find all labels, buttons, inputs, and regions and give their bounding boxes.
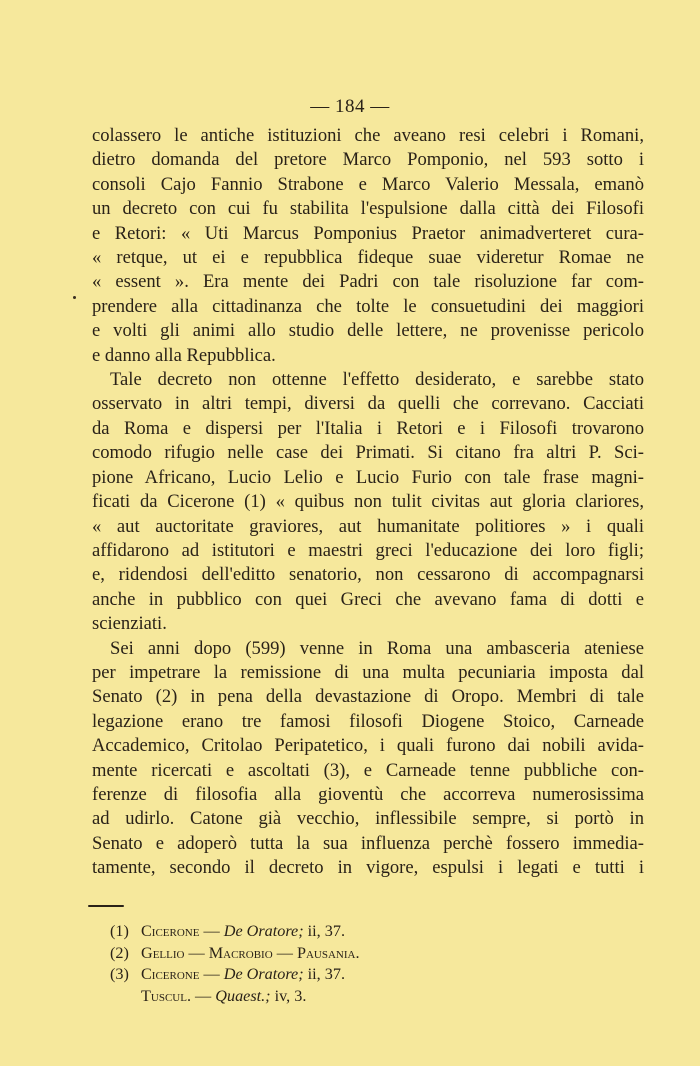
text-line: e, ridendosi dell'editto senatorio, non cessarono di accompagnarsi: [92, 564, 644, 586]
text-line: anche in pubblico con quei Greci che avevano fama di dotti e: [92, 588, 644, 610]
text-line: dietro domanda del pretore Marco Pomponio, nel 593 sotto i: [92, 149, 644, 171]
body-text: [92, 124, 644, 881]
footnote-ref: iv, 3.: [270, 986, 307, 1005]
text-line: ad udirlo. Catone già vecchio, inflessibile sempre, si portò in: [92, 808, 644, 830]
footnote-3: [110, 964, 530, 986]
footnotes: [110, 921, 530, 1007]
text-line: Tale decreto non ottenne l'effetto desiderato, e sarebbe stato: [110, 369, 644, 391]
text-line: Senato e adoperò tutta la sua influenza perchè fossero immedia-: [92, 832, 644, 854]
footnote-dash: —: [191, 986, 216, 1005]
footnote-author: Cicerone: [141, 922, 200, 940]
footnote-3-continued: [110, 986, 530, 1008]
text-line: affidarono ad istitutori e maestri greci l'educazione dei loro figli;: [92, 539, 644, 561]
text-line: « essent ». Era mente dei Padri con tale risoluzione far com-: [92, 271, 644, 293]
text-line: per impetrare la remissione di una multa pecuniaria imposta dal: [92, 661, 644, 683]
text-line: e volti gli animi allo studio delle lettere, ne provenisse pericolo: [92, 320, 644, 342]
text-line: « aut auctoritate graviores, aut humanitate politiores » i quali: [92, 515, 644, 537]
text-line: Sei anni dopo (599) venne in Roma una ambasceria ateniese: [110, 637, 644, 659]
footnote-work: De Oratore;: [223, 965, 304, 984]
text-line: pione Africano, Lucio Lelio e Lucio Furio con tale frase magni-: [92, 466, 644, 488]
text-line: un decreto con cui fu stabilita l'espulsione dalla città dei Filosofi: [92, 198, 644, 220]
footnote-author: Tuscul.: [141, 986, 191, 1005]
footnote-number: (1): [110, 922, 129, 940]
footnote-number: (2): [110, 943, 129, 962]
footnote-2: [110, 943, 530, 965]
footnote-ref: ii, 37.: [303, 965, 345, 984]
text-line: consoli Cajo Fannio Strabone e Marco Valerio Messala, emanò: [92, 173, 644, 195]
text-line: « retque, ut ei e repubblica fideque suae videretur Romae ne: [92, 247, 644, 269]
footnote-work: De Oratore;: [223, 922, 304, 940]
text-line: scienziati.: [92, 613, 167, 635]
footnote-dash: —: [272, 943, 297, 962]
footnote-ref: ii, 37.: [303, 922, 345, 940]
text-line: prendere alla cittadinanza che tolte le consuetudini dei maggiori: [92, 295, 644, 317]
text-line: Senato (2) in pena della devastazione di Oropo. Membri di tale: [92, 686, 644, 708]
footnote-author: Cicerone: [141, 965, 200, 984]
text-line: osservato in altri tempi, diversi da quelli che correvano. Cacciati: [92, 393, 644, 415]
text-line: colassero le antiche istituzioni che aveano resi celebri i Romani,: [92, 125, 644, 146]
page-number: — 184 —: [310, 96, 390, 117]
text-line: ficati da Cicerone (1) « quibus non tulit civitas aut gloria clariores,: [92, 491, 644, 513]
text-line: da Roma e dispersi per l'Italia i Retori e i Filosofi trovarono: [92, 417, 644, 439]
text-line: Accademico, Critolao Peripatetico, i quali furono dai nobili avida-: [92, 735, 644, 757]
footnote-work: Quaest.;: [215, 986, 271, 1005]
footnote-number: (3): [110, 965, 129, 984]
text-line: comodo rifugio nelle case dei Primati. Si citano fra altri P. Sci-: [92, 442, 644, 464]
text-line: e Retori: « Uti Marcus Pomponius Praetor animadverteret cura-: [92, 222, 644, 244]
footnote-author: Gellio: [141, 943, 185, 962]
footnote-1: [110, 921, 530, 943]
text-line: mente ricercati e ascoltati (3), e Carneade tenne pubbliche con-: [92, 759, 644, 781]
text-line: legazione erano tre famosi filosofi Diogene Stoico, Carneade: [92, 710, 644, 732]
footnote-author: Pausania.: [296, 943, 360, 962]
text-line: e danno alla Repubblica.: [92, 344, 276, 366]
text-line: ferenze di filosofia alla gioventù che accorreva numerosissima: [92, 783, 644, 805]
text-line: tamente, secondo il decreto in vigore, espulsi i legati e tutti i: [92, 857, 644, 879]
margin-mark: [73, 296, 76, 299]
footnote-dash: —: [184, 943, 209, 962]
footnote-author: Macrobio: [208, 943, 273, 962]
footnote-dash: —: [199, 965, 224, 984]
footnote-rule: [88, 905, 124, 907]
footnote-dash: —: [199, 922, 224, 940]
